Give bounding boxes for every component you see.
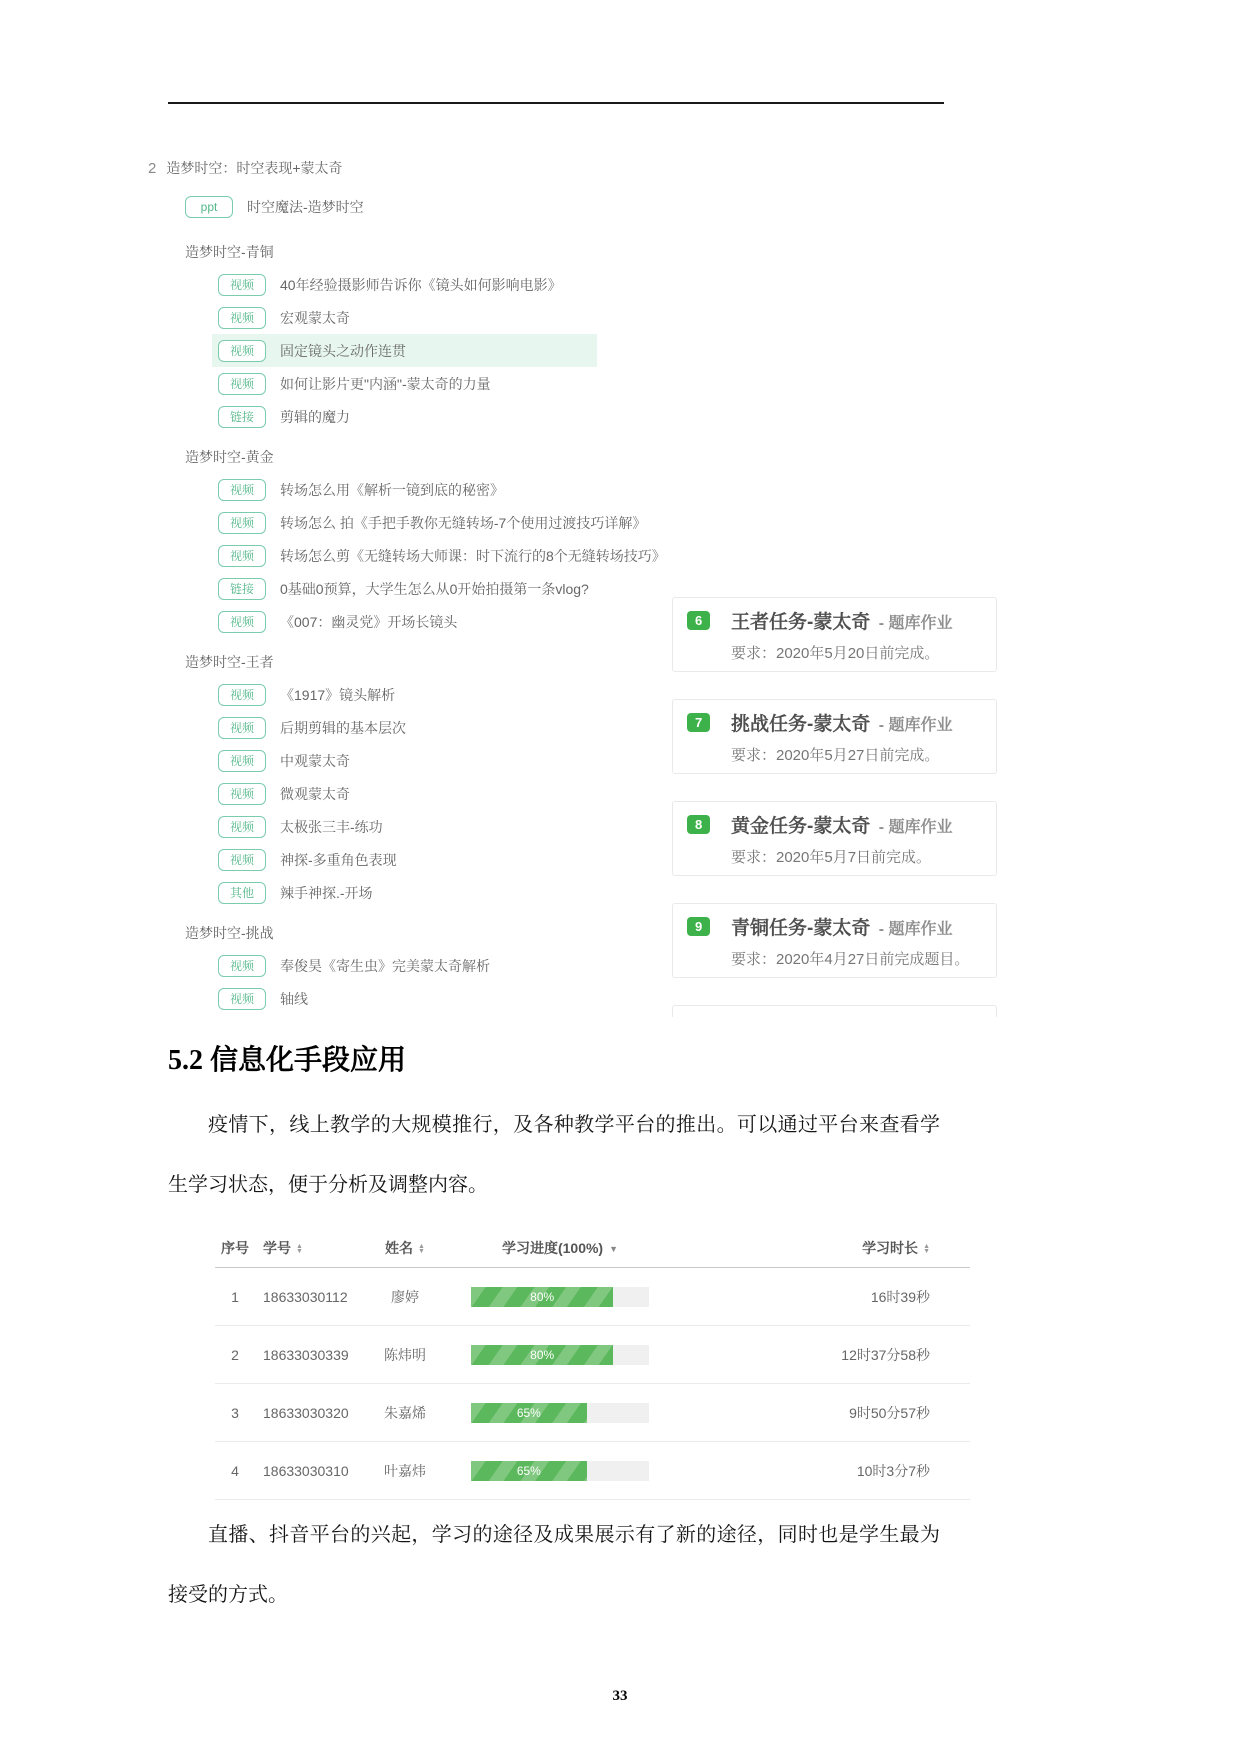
column-header-progress[interactable]: 学习进度(100%) ▼	[460, 1228, 660, 1268]
item-label: 太极张三丰-练功	[280, 818, 383, 835]
task-requirement: 要求：2020年4月27日前完成题目。	[731, 951, 970, 968]
item-label: 时空魔法-造梦时空	[247, 199, 364, 215]
item-type-badge: 视频	[218, 750, 266, 772]
task-card-partial[interactable]	[672, 1005, 997, 1017]
item-label: 如何让影片更"内涵"-蒙太奇的力量	[280, 375, 491, 392]
task-card[interactable]	[672, 597, 997, 672]
table-row	[215, 1268, 970, 1326]
task-number-badge: 6	[687, 611, 710, 630]
item-type-badge: 视频	[218, 512, 266, 534]
progress-bar	[471, 1287, 649, 1307]
task-title: 黄金任务-蒙太奇	[731, 816, 871, 837]
item-type-badge: 视频	[218, 611, 266, 633]
item-type-badge: 视频	[218, 955, 266, 977]
cell-name: 陈炜明	[350, 1326, 460, 1384]
task-requirement: 要求：2020年5月20日前完成。	[731, 645, 940, 662]
task-title: 挑战任务-蒙太奇	[731, 714, 871, 735]
item-type-badge: 视频	[218, 988, 266, 1010]
cell-name: 叶嘉炜	[350, 1442, 460, 1500]
cell-duration: 9时50分57秒	[660, 1384, 970, 1442]
table-row	[215, 1384, 970, 1442]
item-label: 40年经验摄影师告诉你《镜头如何影响电影》	[280, 276, 562, 293]
item-type-badge: 其他	[218, 882, 266, 904]
course-item[interactable]	[212, 367, 597, 400]
column-header-index: 序号	[215, 1228, 255, 1268]
table-row	[215, 1442, 970, 1500]
item-type-badge: 视频	[218, 545, 266, 567]
item-type-badge: 视频	[218, 274, 266, 296]
task-type: - 题库作业	[878, 921, 953, 938]
cell-index: 2	[215, 1326, 255, 1384]
course-item[interactable]	[212, 506, 647, 539]
item-type-badge: 链接	[218, 406, 266, 428]
section-title: 造梦时空-王者	[185, 654, 274, 670]
item-type-badge: ppt	[185, 196, 233, 218]
course-item[interactable]	[212, 473, 597, 506]
item-type-badge: 视频	[218, 783, 266, 805]
progress-label: 65%	[516, 1405, 541, 1420]
cell-name: 廖婷	[350, 1268, 460, 1326]
task-type: - 题库作业	[878, 615, 953, 632]
paragraph: 直播、抖音平台的兴起，学习的途径及成果展示有了新的途径，同时也是学生最为接受的方式。	[168, 1524, 940, 1606]
course-item[interactable]	[212, 982, 597, 1015]
item-label: 后期剪辑的基本层次	[280, 719, 406, 736]
task-number-badge: 7	[687, 713, 710, 732]
cell-progress	[460, 1442, 660, 1500]
item-label: 辣手神探.-开场	[280, 884, 373, 901]
item-type-badge: 视频	[218, 717, 266, 739]
course-item[interactable]	[212, 949, 597, 982]
item-label: 《1917》镜头解析	[280, 686, 396, 703]
task-type: - 题库作业	[878, 819, 953, 836]
cell-duration: 16时39秒	[660, 1268, 970, 1326]
course-item[interactable]	[212, 843, 597, 876]
cell-student-id: 18633030320	[255, 1384, 350, 1442]
item-type-badge: 视频	[218, 307, 266, 329]
cell-student-id: 18633030339	[255, 1326, 350, 1384]
unit-title-row	[145, 150, 597, 186]
cell-student-id: 18633030310	[255, 1442, 350, 1500]
course-item[interactable]	[212, 744, 597, 777]
paragraph: 疫情下，线上教学的大规模推行，及各种教学平台的推出。可以通过平台来查看学生学习状态，便于分析及调整内容。	[168, 1114, 940, 1196]
progress-label: 80%	[530, 1347, 555, 1362]
item-label: 固定镜头之动作连贯	[280, 342, 406, 359]
section-heading	[168, 1038, 406, 1078]
item-label: 轴线	[280, 990, 308, 1007]
course-item[interactable]	[212, 876, 597, 909]
task-requirement: 要求：2020年5月7日前完成。	[731, 849, 932, 866]
item-type-badge: 视频	[218, 816, 266, 838]
task-type: - 题库作业	[878, 717, 953, 734]
course-item[interactable]	[212, 678, 597, 711]
task-number-badge: 9	[687, 917, 710, 936]
column-header-name[interactable]: 姓名 ▲ ▼	[350, 1228, 460, 1268]
unit-title: 造梦时空：时空表现+蒙太奇	[166, 160, 343, 176]
section-title: 造梦时空-青铜	[185, 244, 274, 260]
task-card[interactable]	[672, 699, 997, 774]
item-type-badge: 视频	[218, 479, 266, 501]
item-type-badge: 视频	[218, 373, 266, 395]
task-card-list	[672, 597, 997, 1017]
cell-name: 朱嘉烯	[350, 1384, 460, 1442]
item-type-badge: 视频	[218, 849, 266, 871]
task-title: 青铜任务-蒙太奇	[731, 918, 871, 939]
course-item[interactable]	[212, 268, 597, 301]
task-title-line	[731, 607, 996, 634]
column-header-duration[interactable]: 学习时长 ▲ ▼	[660, 1228, 970, 1268]
section-title: 造梦时空-黄金	[185, 449, 274, 465]
heading-number: 5.2	[168, 1045, 203, 1076]
item-label: 《007：幽灵党》开场长镜头	[280, 613, 458, 630]
cell-index: 4	[215, 1442, 255, 1500]
task-card[interactable]	[672, 903, 997, 978]
course-content-tree	[145, 150, 666, 1015]
cell-progress	[460, 1268, 660, 1326]
sort-icon: ▲ ▼	[923, 1242, 930, 1255]
course-item[interactable]	[212, 711, 597, 744]
task-title-line	[731, 709, 996, 736]
course-item[interactable]	[212, 810, 597, 843]
course-item[interactable]	[212, 301, 597, 334]
cell-index: 3	[215, 1384, 255, 1442]
progress-bar	[471, 1461, 649, 1481]
item-label: 神探-多重角色表现	[280, 851, 397, 868]
item-label: 转场怎么用《解析一镜到底的秘密》	[280, 481, 504, 498]
heading-text: 信息化手段应用	[210, 1045, 407, 1076]
sort-icon: ▲ ▼	[418, 1242, 425, 1255]
progress-label: 65%	[516, 1463, 541, 1478]
item-type-badge: 视频	[218, 684, 266, 706]
cell-progress	[460, 1326, 660, 1384]
item-type-badge: 链接	[218, 578, 266, 600]
page-number: 33	[612, 1688, 628, 1704]
learning-progress-table	[215, 1228, 970, 1500]
cell-index: 1	[215, 1268, 255, 1326]
task-title-line	[731, 811, 996, 838]
course-item-ppt[interactable]	[185, 186, 597, 228]
item-label: 剪辑的魔力	[280, 408, 350, 425]
task-card[interactable]	[672, 801, 997, 876]
course-item[interactable]	[212, 539, 666, 572]
item-type-badge: 视频	[218, 340, 266, 362]
item-label: 0基础0预算，大学生怎么从0开始拍摄第一条vlog?	[280, 580, 589, 597]
section-title: 造梦时空-挑战	[185, 925, 274, 941]
item-label: 转场怎么 拍《手把手教你无缝转场-7个使用过渡技巧详解》	[280, 514, 647, 531]
course-item[interactable]	[212, 605, 597, 638]
item-label: 奉俊昊《寄生虫》完美蒙太奇解析	[280, 957, 490, 974]
course-item[interactable]	[212, 572, 597, 605]
course-item[interactable]	[212, 400, 597, 433]
item-label: 中观蒙太奇	[280, 752, 350, 769]
caret-down-icon: ▼	[609, 1243, 619, 1254]
column-header-student-id[interactable]: 学号 ▲ ▼	[255, 1228, 350, 1268]
course-item-selected[interactable]	[212, 334, 597, 367]
sort-icon: ▲ ▼	[296, 1242, 303, 1255]
item-label: 转场怎么剪《无缝转场大师课：时下流行的8个无缝转场技巧》	[280, 547, 666, 564]
task-requirement: 要求：2020年5月27日前完成。	[731, 747, 940, 764]
task-number-badge: 8	[687, 815, 710, 834]
task-title: 王者任务-蒙太奇	[731, 612, 871, 633]
cell-progress	[460, 1384, 660, 1442]
item-label: 微观蒙太奇	[280, 785, 350, 802]
progress-label: 80%	[530, 1289, 555, 1304]
cell-duration: 12时37分58秒	[660, 1326, 970, 1384]
table-row	[215, 1326, 970, 1384]
task-title-line	[731, 913, 996, 940]
cell-duration: 10时3分7秒	[660, 1442, 970, 1500]
header-rule	[168, 102, 944, 104]
course-item[interactable]	[212, 777, 597, 810]
unit-index: 2	[148, 159, 157, 177]
item-label: 宏观蒙太奇	[280, 309, 350, 326]
progress-bar	[471, 1345, 649, 1365]
cell-student-id: 18633030112	[255, 1268, 350, 1326]
progress-bar	[471, 1403, 649, 1423]
